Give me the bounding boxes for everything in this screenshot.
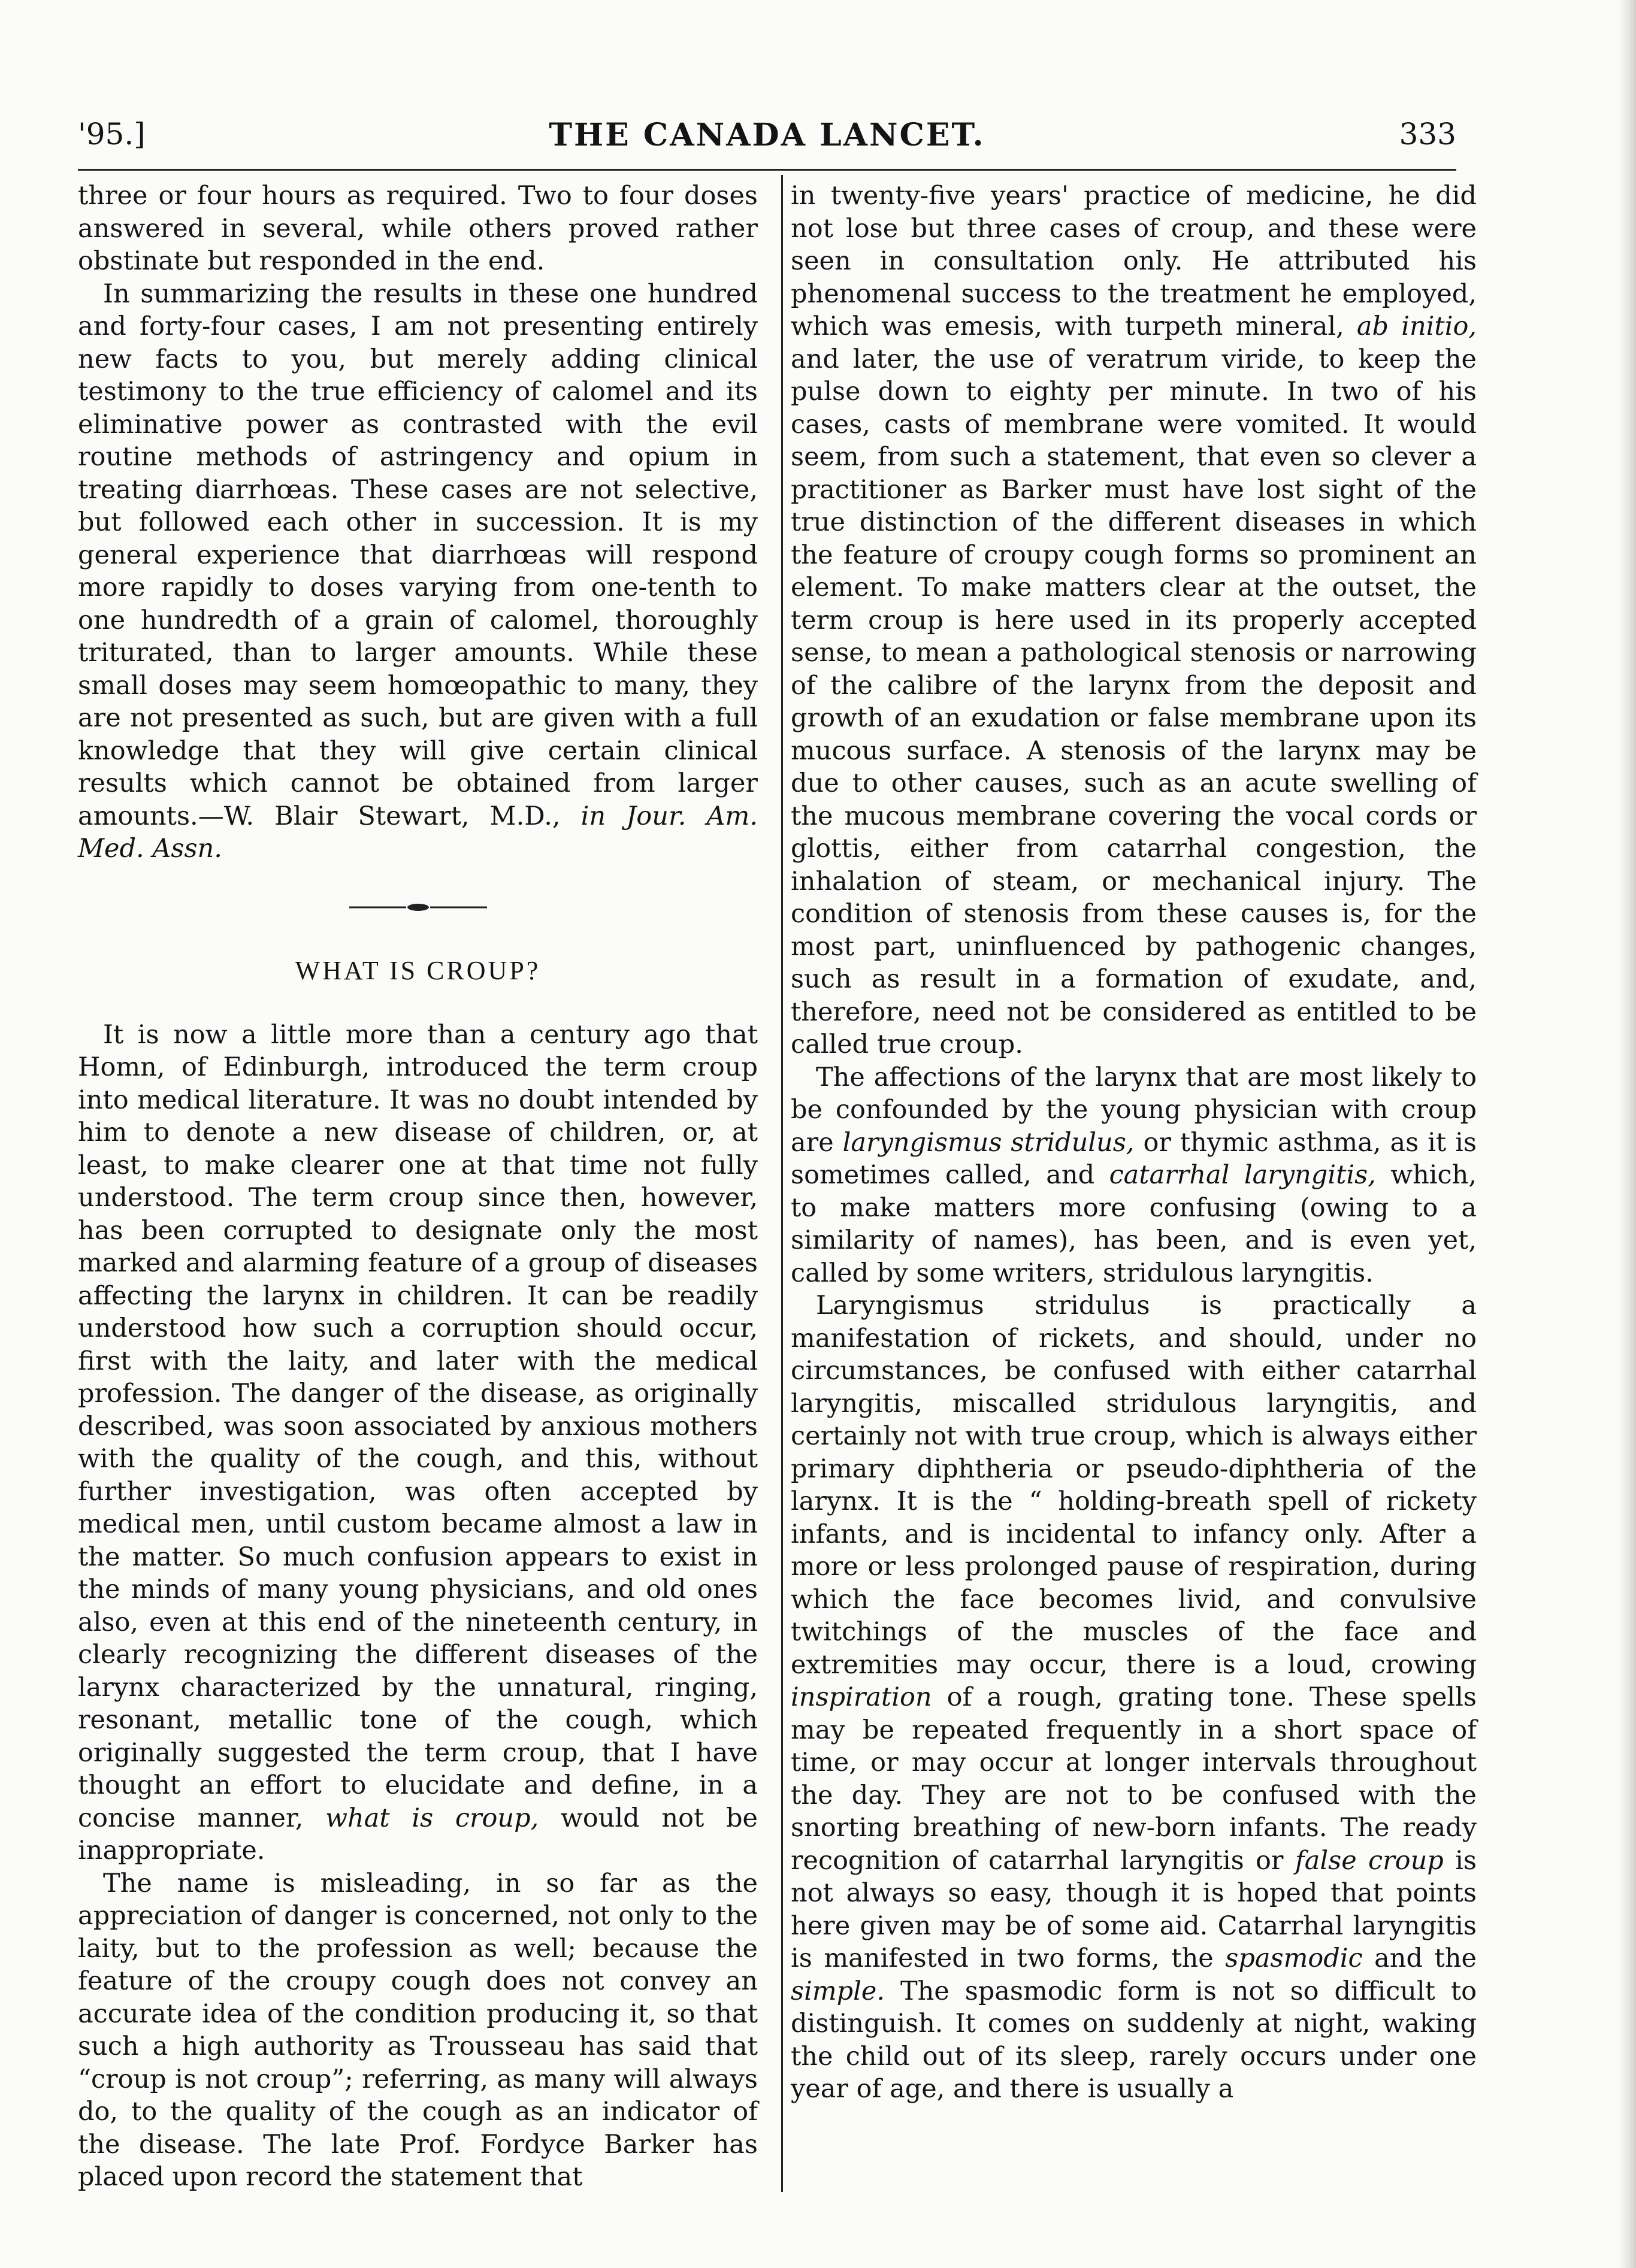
paragraph [78,278,758,865]
paragraph-text: in twenty-five years' practice of medicine, he did not lose but three cases of croup, and these were seen in consultation only. He attributed his phenomenal success to the treatment he employed, which was emesis, with turpeth mineral, [791,181,1477,341]
paragraph-text: and the [1362,1943,1477,1973]
paragraph-text: Laryngismus stridulus is practically a manifestation of rickets, and should, under no circumstances, be confused with either catarrhal laryngitis, miscalled stridulous laryngitis, and certainly not with true croup, which is always either primary diphtheria or pseudo-diphtheria of the larynx. It is the “ holding-breath spell of rickety infants, and is incidental to infancy only. After a more or less prolonged pause of respiration, during which the face becomes livid, and convulsive twitchings of the muscles of the face and extremities may occur, there is a loud, crowing [791,1291,1477,1680]
paragraph-text: The spasmodic form is not so difficult to distinguish. It comes on suddenly at night, waking the child out of its sleep, rarely occurs under one year of age, and there is usually a [791,1976,1477,2104]
paragraph-text: In summarizing the results in these one hundred and forty-four cases, I am not presenting entirely new facts to you, but merely adding clinical testimony to the true efficiency of calomel and its eliminative power as contrasted with the evil routine methods of astringency and opium in treating diarrhœas. These cases are not selective, but followed each other in succession. It is my general experience that diarrhœas will respond more rapidly to doses varying from one-tenth to one hundredth of a grain of calomel, thoroughly triturated, than to larger amounts. While these small doses may seem homœopathic to many, they are not presented as such, but are given with a full knowledge that they will give certain clinical results which cannot be obtained from larger amounts.—W. Blair Stewart, M.D., [78,278,758,831]
paragraph-text: of a rough, grating tone. These spells may be repeated frequently in a short space of time, or may occur at longer intervals throughout the day. They are not to be confused with the snorting breathing of new-born infants. The ready recognition of catarrhal laryngitis or [791,1682,1477,1876]
citation: in Jour. Am. Med. Assn. [78,801,758,864]
italic-phrase: spasmodic [1225,1943,1363,1973]
paragraph-text: It is now a little more than a century ago that Homn, of Edinburgh, introduced the term croup into medical literature. It was no doubt intended by him to denote a new disease of children, or, at least, to make clearer one at that time not fully understood. The term croup since then, however, has been corrupted to designate only the most marked and alarming feature of a group of diseases affecting the larynx in children. It can be readily understood how such a corruption should occur, first with the laity, and later with the medical profession. The danger of the disease, as originally described, was soon associated by anxious mothers with the quality of the cough, and this, without further investigation, was often accepted by medical men, until custom became almost a law in the matter. So much confusion appears to exist in the minds of many young physicians, and old ones also, even at this end of the nineteenth century, in clearly recognizing the different diseases of the larynx characterized by the unnatural, ringing, resonant, metallic tone of the cough, which originally suggested the term croup, that I have thought an effort to elucidate and define, in a concise manner, [78,1019,758,1833]
paragraph: The name is misleading, in so far as the appreciation of danger is concerned, not only to the laity, but to the profession as well; because the feature of the croupy cough does not convey an accurate idea of the condition producing it, so that such a high authority as Trousseau has said that “croup is not croup”; referring, as many will always do, to the quality of the cough as an indicator of the disease. The late Prof. Fordyce Barker has placed upon record the statement that [78,1868,758,2192]
left-column [78,180,758,2194]
italic-phrase: simple. [791,1976,885,2006]
italic-phrase: catarrhal laryngitis, [1109,1160,1376,1190]
header-rule [78,169,1456,171]
italic-phrase: laryngismus stridulus, [842,1127,1135,1158]
paragraph-text: would not be inappropriate. [78,1803,758,1866]
issue-label: '95.] [78,117,146,152]
page-edge-shadow [1618,0,1636,2268]
paragraph-text: The affections of the larynx that are most likely to be confounded by the young physician with croup are [791,1062,1477,1158]
paragraph: three or four hours as required. Two to four doses answered in several, while others proved rather obstinate but responded in the end. [78,181,758,276]
italic-phrase: inspiration [791,1682,932,1712]
right-column [791,180,1477,2106]
paragraph-text: is not always so easy, though it is hoped that points here given may be of some aid. Catarrhal laryngitis is manifested in two forms, the [791,1845,1477,1973]
section-ornament [78,889,758,925]
column-divider [781,175,783,2192]
paragraph [791,1061,1477,1290]
paragraph [791,180,1477,1061]
paragraph-text: and later, the use of veratrum viride, to keep the pulse down to eighty per minute. In two of his cases, casts of membrane were vomited. It would seem, from such a statement, that even so clever a practitioner as Barker must have lost sight of the true distinction of the different diseases in which the feature of croupy cough forms so prominent an element. To make matters clear at the outset, the term croup is here used in its properly accepted sense, to mean a pathological stenosis or narrowing of the calibre of the larynx from the deposit and growth of an exudation or false membrane upon its mucous surface. A stenosis of the larynx may be due to other causes, such as an acute swelling of the mucous membrane covering the vocal cords or glottis, either from catarrhal congestion, the inhalation of steam, or mechanical injury. The condition of stenosis from these causes is, for the most part, uninfluenced by pathogenic changes, such as result in a formation of exudate, and, therefore, need not be considered as entitled to be called true croup. [791,344,1477,1059]
paragraph-text: or thymic asthma, as it is sometimes called, and [791,1127,1477,1190]
paragraph-text: which, to make matters more confusing (owing to a similarity of names), has been, and is even yet, called by some writers, stridulous laryngitis. [791,1160,1477,1288]
running-header [78,117,1456,163]
page-number: 333 [1399,117,1456,152]
italic-phrase: ab initio, [1356,311,1477,341]
italic-phrase: false croup [1295,1845,1444,1876]
paragraph [791,1289,1477,2106]
journal-title: THE CANADA LANCET. [549,117,985,153]
article-title: WHAT IS CROUP? [295,955,541,985]
paragraph [78,1019,758,1867]
italic-phrase: what is croup, [325,1803,539,1833]
